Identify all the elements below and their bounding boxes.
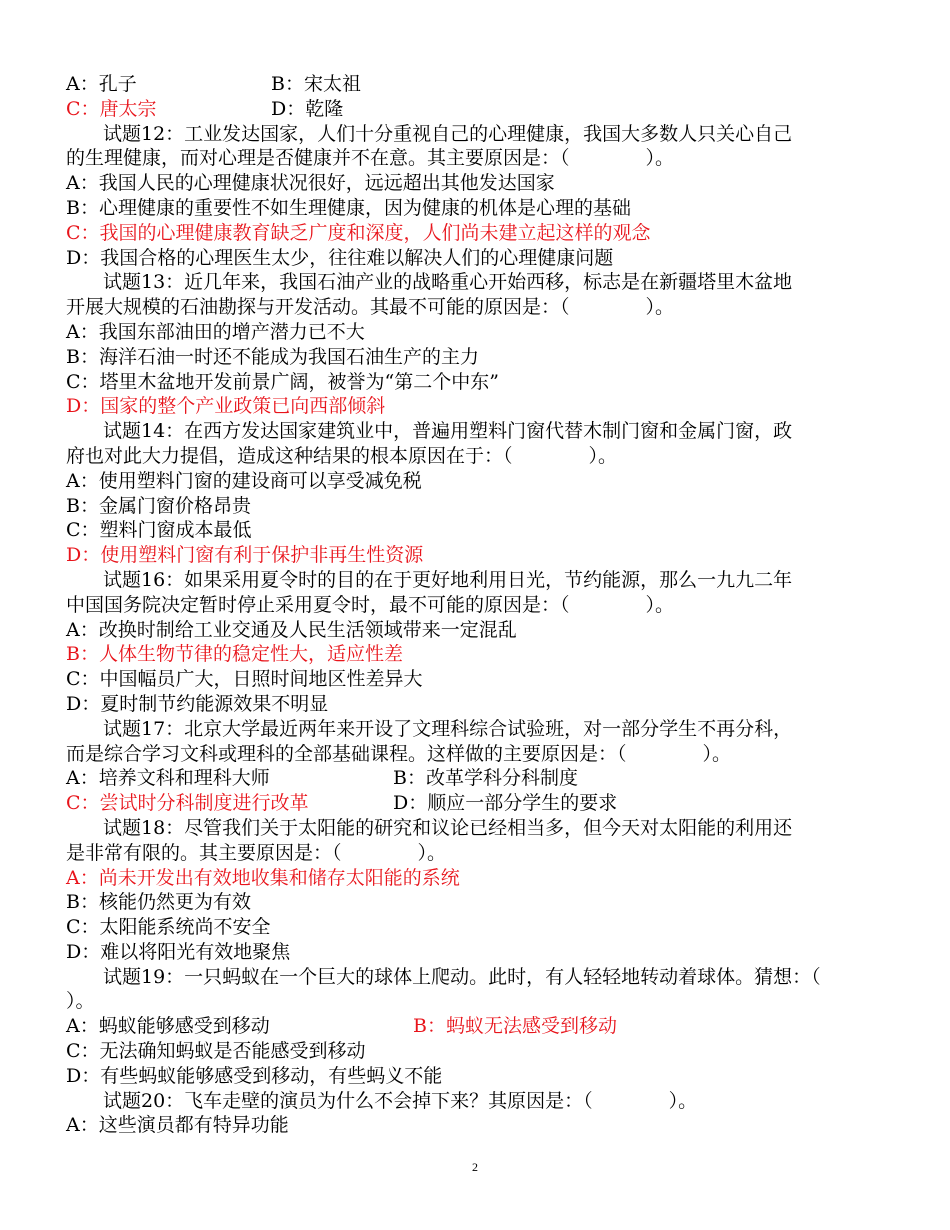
question-14-option-b: B：金属门窗价格昂贵 bbox=[66, 494, 251, 517]
question-17-stem: 试题17：北京大学最近两年来开设了文理科综合试验班，对一部分学生不再分科， bbox=[103, 717, 793, 740]
question-13-option-c: C：塔里木盆地开发前景广阔，被誉为“第二个中东” bbox=[66, 370, 499, 393]
question-17-options-row bbox=[66, 791, 886, 816]
question-12-option-c-answer: C：我国的心理健康教育缺乏广度和深度，人们尚未建立起这样的观念 bbox=[66, 221, 651, 244]
question-16-option-b-answer: B：人体生物节律的稳定性大，适应性差 bbox=[66, 643, 403, 666]
question-12-option-d: D：我国合格的心理医生太少，往往难以解决人们的心理健康问题 bbox=[66, 246, 614, 269]
question-18-stem-cont: 是非常有限的。其主要原因是：（ ）。 bbox=[66, 841, 447, 864]
question-13-option-d-answer: D：国家的整个产业政策已向西部倾斜 bbox=[66, 395, 386, 418]
question-19-option-d: D：有些蚂蚁能够感受到移动，有些蚂义不能 bbox=[66, 1064, 443, 1087]
question-18-option-a-answer: A：尚未开发出有效地收集和储存太阳能的系统 bbox=[66, 866, 460, 889]
question-16-option-a: A：改换时制给工业交通及人民生活领域带来一定混乱 bbox=[66, 618, 517, 641]
question-18-option-d: D：难以将阳光有效地聚焦 bbox=[66, 940, 291, 963]
question-17-option-a: A：培养文科和理科大师 bbox=[66, 767, 270, 790]
option-d: D：乾隆 bbox=[271, 97, 344, 120]
question-17-option-c-answer: C：尝试时分科制度进行改革 bbox=[66, 792, 309, 815]
question-20-option-a: A：这些演员都有特异功能 bbox=[66, 1114, 289, 1137]
question-17-option-d: D：顺应一部分学生的要求 bbox=[393, 792, 618, 815]
question-14-option-d-answer: D：使用塑料门窗有利于保护非再生性资源 bbox=[66, 544, 424, 567]
question-14-stem: 试题14：在西方发达国家建筑业中，普遍用塑料门窗代替木制门窗和金属门窗，政 bbox=[103, 420, 793, 443]
options-row bbox=[66, 72, 886, 97]
question-16-stem-cont: 中国国务院决定暂时停止采用夏令时，最不可能的原因是：（ ）。 bbox=[66, 593, 675, 616]
question-14-option-a: A：使用塑料门窗的建设商可以享受减免税 bbox=[66, 469, 422, 492]
question-13-stem-cont: 开展大规模的石油勘探与开发活动。其最不可能的原因是：（ ）。 bbox=[66, 296, 675, 319]
question-16-option-c: C：中国幅员广大，日照时间地区性差异大 bbox=[66, 668, 423, 691]
page-content bbox=[66, 72, 886, 1138]
option-c-answer: C：唐太宗 bbox=[66, 97, 157, 120]
question-18-option-b: B：核能仍然更为有效 bbox=[66, 891, 251, 914]
question-18-option-c: C：太阳能系统尚不安全 bbox=[66, 916, 271, 939]
option-b: B：宋太祖 bbox=[271, 73, 361, 95]
question-12-stem: 试题12：工业发达国家，人们十分重视自己的心理健康，我国大多数人只关心自己 bbox=[103, 122, 793, 145]
question-17-option-b: B：改革学科分科制度 bbox=[393, 767, 578, 790]
question-12-stem-cont: 的生理健康，而对心理是否健康并不在意。其主要原因是：（ ）。 bbox=[66, 147, 675, 170]
options-row bbox=[66, 97, 886, 122]
question-17-stem-cont: 而是综合学习文科或理科的全部基础课程。这样做的主要原因是：（ ）。 bbox=[66, 742, 732, 765]
question-19-option-b-answer: B：蚂蚁无法感受到移动 bbox=[413, 1015, 617, 1038]
question-13-option-a: A：我国东部油田的增产潜力已不大 bbox=[66, 320, 365, 343]
question-16-stem: 试题16：如果采用夏令时的目的在于更好地利用日光，节约能源，那么一九九二年 bbox=[103, 568, 793, 591]
question-14-stem-cont: 府也对此大力提倡，造成这种结果的根本原因在于：（ ）。 bbox=[66, 444, 618, 467]
question-12-option-b: B：心理健康的重要性不如生理健康，因为健康的机体是心理的基础 bbox=[66, 196, 631, 219]
question-12-option-a: A：我国人民的心理健康状况很好，远远超出其他发达国家 bbox=[66, 172, 555, 195]
question-13-stem: 试题13：近几年来，我国石油产业的战略重心开始西移，标志是在新疆塔里木盆地 bbox=[103, 271, 793, 294]
question-18-stem: 试题18：尽管我们关于太阳能的研究和议论已经相当多，但今天对太阳能的利用还 bbox=[103, 816, 793, 839]
question-19-options-row bbox=[66, 1014, 886, 1039]
question-19-stem-cont: ）。 bbox=[66, 990, 95, 1013]
question-16-option-d: D：夏时制节约能源效果不明显 bbox=[66, 692, 329, 715]
question-19-option-a: A：蚂蚁能够感受到移动 bbox=[66, 1015, 270, 1038]
option-a: A：孔子 bbox=[66, 73, 137, 95]
question-14-option-c: C：塑料门窗成本最低 bbox=[66, 519, 252, 542]
question-17-options-row bbox=[66, 766, 886, 791]
question-13-option-b: B：海洋石油一时还不能成为我国石油生产的主力 bbox=[66, 345, 479, 368]
question-19-stem: 试题19：一只蚂蚁在一个巨大的球体上爬动。此时，有人轻轻地转动着球体。猜想：（ bbox=[103, 965, 821, 988]
page-number: 2 bbox=[472, 1160, 478, 1174]
question-20-stem: 试题20：飞车走壁的演员为什么不会掉下来？其原因是：（ ）。 bbox=[103, 1089, 698, 1112]
question-19-option-c: C：无法确知蚂蚁是否能感受到移动 bbox=[66, 1040, 366, 1063]
